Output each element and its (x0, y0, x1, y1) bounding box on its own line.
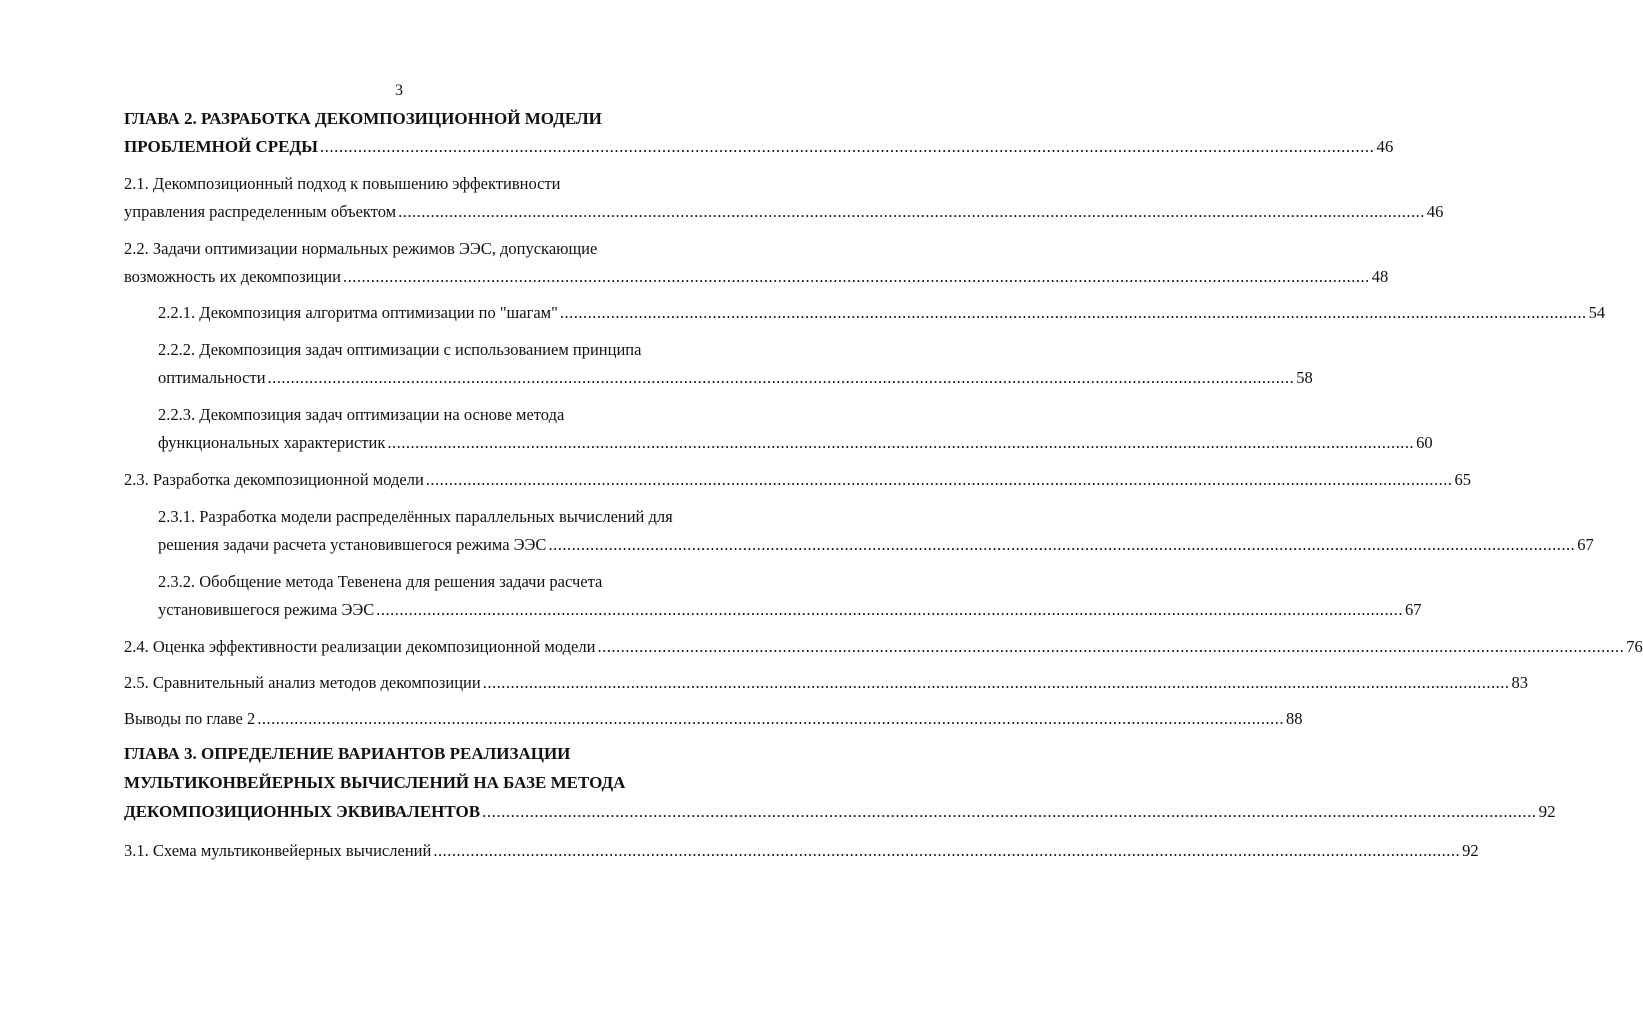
toc-2-2 (124, 264, 1389, 290)
toc-entry-title: Выводы по главе 2 (124, 709, 256, 728)
dot-leader: .............................................................................................................................................................................................................................. (425, 470, 1453, 489)
dot-leader: .............................................................................................................................................................................................................................. (398, 202, 1425, 221)
dot-leader: .............................................................................................................................................................................................................................. (387, 433, 1415, 452)
toc-entry-title: 2.3. Разработка декомпозиционной модели (124, 470, 424, 489)
toc-2-3-2 (158, 597, 1422, 623)
dot-leader: .............................................................................................................................................................................................................................. (559, 303, 1587, 322)
toc-2-1 (124, 199, 1444, 225)
toc-chapter-2 (124, 134, 1394, 160)
toc-entry-title: оптимальности (158, 368, 266, 387)
toc-page-number: 48 (1371, 267, 1389, 286)
toc-chapter-2-line1: ГЛАВА 2. РАЗРАБОТКА ДЕКОМПОЗИЦИОННОЙ МОДЕЛИ (124, 109, 602, 128)
page-number: 3 (395, 82, 403, 99)
toc-2-3-1 (158, 532, 1594, 558)
toc-3-1 (124, 838, 1479, 864)
dot-leader: .............................................................................................................................................................................................................................. (257, 709, 1284, 728)
toc-conclusions-2 (124, 706, 1303, 732)
toc-page-number: 67 (1577, 535, 1594, 554)
toc-entry-title: ПРОБЛЕМНОЙ СРЕДЫ (124, 137, 318, 156)
dot-leader: .............................................................................................................................................................................................................................. (376, 600, 1404, 619)
toc-2-2-2 (158, 365, 1313, 391)
toc-entry-title: 3.1. Схема мультиконвейерных вычислений (124, 841, 432, 860)
toc-page-number: 92 (1462, 841, 1479, 860)
toc-page-number: 76 (1626, 637, 1643, 656)
toc-chapter-3-line2: МУЛЬТИКОНВЕЙЕРНЫХ ВЫЧИСЛЕНИЙ НА БАЗЕ МЕТОДА (124, 773, 626, 792)
toc-page-number: 88 (1286, 709, 1303, 728)
toc-2-3-1-line1: 2.3.1. Разработка модели распределённых параллельных вычислений для (158, 507, 673, 526)
toc-page-number: 58 (1296, 368, 1313, 387)
dot-leader: .............................................................................................................................................................................................................................. (342, 267, 1370, 286)
toc-page-number: 60 (1416, 433, 1433, 452)
toc-page-number: 83 (1511, 673, 1528, 692)
toc-entry-title: 2.5. Сравнительный анализ методов декомпозиции (124, 673, 481, 692)
toc-page-number: 54 (1588, 303, 1606, 322)
toc-page-number: 46 (1376, 137, 1394, 156)
toc-entry-title: решения задачи расчета установившегося режима ЭЭС (158, 535, 547, 554)
toc-2-3-2-line1: 2.3.2. Обобщение метода Тевенена для решения задачи расчета (158, 572, 603, 591)
toc-2-4 (124, 634, 1643, 660)
toc-entry-title: возможность их декомпозиции (124, 267, 341, 286)
dot-leader: .............................................................................................................................................................................................................................. (319, 137, 1375, 156)
toc-entry-title: 2.2.1. Декомпозиция алгоритма оптимизации по "шагам" (158, 303, 558, 322)
toc-2-3 (124, 467, 1472, 493)
toc-entry-title: 2.4. Оценка эффективности реализации декомпозиционной модели (124, 637, 596, 656)
dot-leader: .............................................................................................................................................................................................................................. (433, 841, 1461, 860)
toc-2-2-1 (158, 300, 1606, 326)
toc-page-number: 67 (1405, 600, 1422, 619)
toc-page-number: 46 (1426, 202, 1444, 221)
dot-leader: .............................................................................................................................................................................................................................. (548, 535, 1576, 554)
toc-chapter-3-line1: ГЛАВА 3. ОПРЕДЕЛЕНИЕ ВАРИАНТОВ РЕАЛИЗАЦИИ (124, 744, 571, 763)
dot-leader: .............................................................................................................................................................................................................................. (267, 368, 1295, 387)
toc-2-2-line1: 2.2. Задачи оптимизации нормальных режимов ЭЭС, допускающие (124, 239, 598, 258)
toc-page-number: 65 (1454, 470, 1472, 489)
toc-2-2-3 (158, 430, 1433, 456)
toc-2-2-2-line1: 2.2.2. Декомпозиция задач оптимизации с использованием принципа (158, 340, 642, 359)
toc-2-2-3-line1: 2.2.3. Декомпозиция задач оптимизации на основе метода (158, 405, 565, 424)
toc-entry-title: управления распределенным объектом (124, 202, 397, 221)
dot-leader: .............................................................................................................................................................................................................................. (597, 637, 1625, 656)
dot-leader: .............................................................................................................................................................................................................................. (482, 673, 1510, 692)
toc-page-number: 92 (1538, 802, 1556, 821)
toc-entry-title: ДЕКОМПОЗИЦИОННЫХ ЭКВИВАЛЕНТОВ (124, 802, 481, 821)
toc-chapter-3 (124, 799, 1556, 825)
toc-entry-title: функциональных характеристик (158, 433, 386, 452)
toc-2-5 (124, 670, 1528, 696)
toc-2-1-line1: 2.1. Декомпозиционный подход к повышению эффективности (124, 174, 561, 193)
dot-leader: .............................................................................................................................................................................................................................. (482, 802, 1537, 821)
toc-entry-title: установившегося режима ЭЭС (158, 600, 375, 619)
